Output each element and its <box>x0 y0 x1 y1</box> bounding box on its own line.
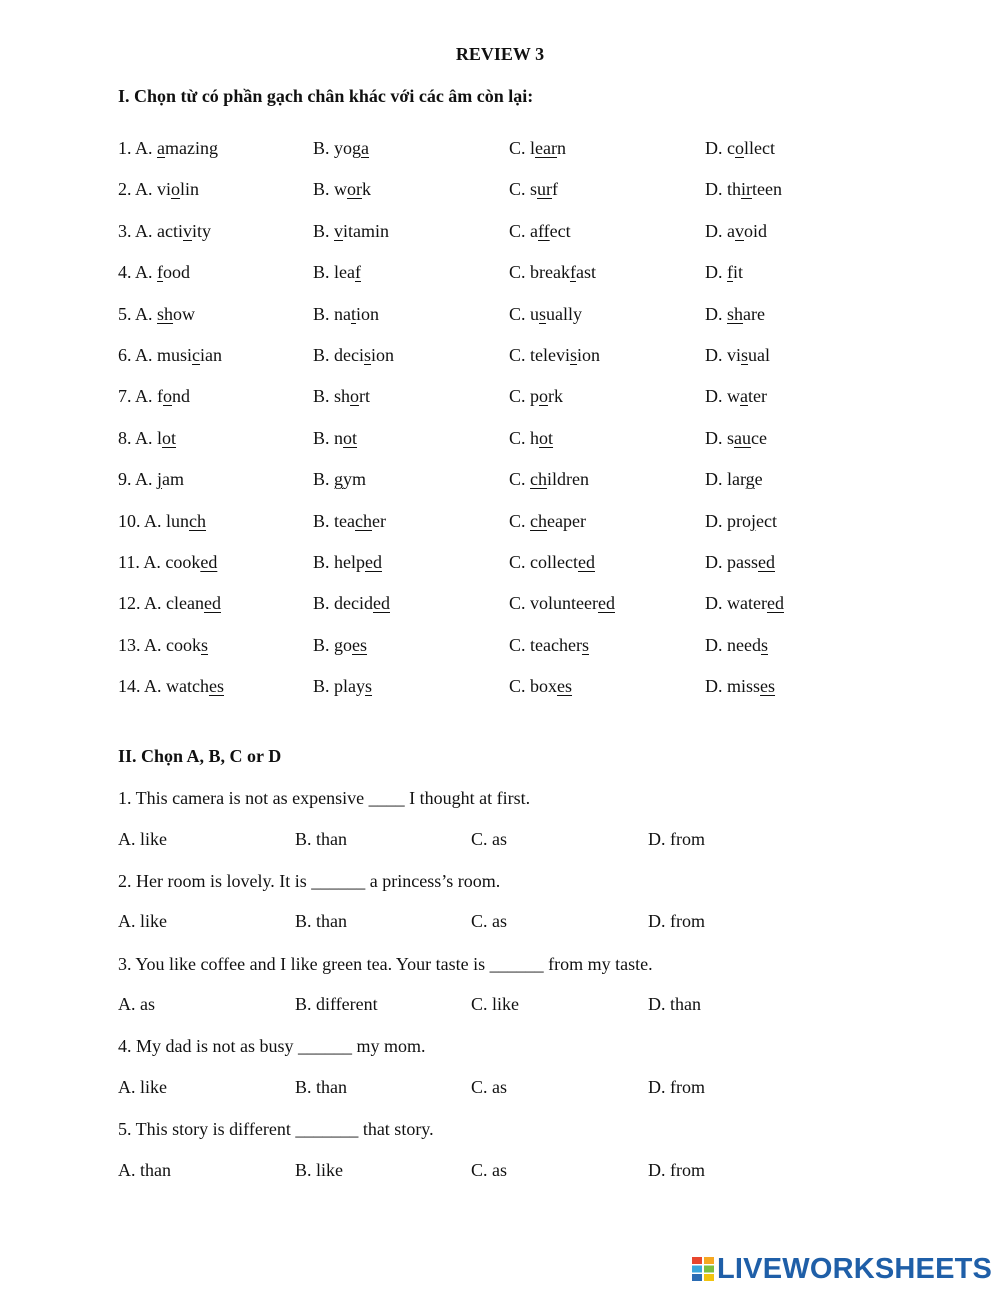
question-row <box>0 386 1000 410</box>
answer-option[interactable]: C. hot <box>509 427 554 448</box>
underlined-part: sh <box>157 303 174 324</box>
question-row <box>0 138 1000 162</box>
answer-option[interactable]: B. nation <box>313 303 380 324</box>
question-stem: 4. My dad is not as busy ______ my mom. <box>118 1036 426 1057</box>
underlined-part: es <box>352 634 368 655</box>
answer-option[interactable]: A. than <box>118 1159 171 1180</box>
answer-option[interactable]: B. vitamin <box>313 220 390 241</box>
answer-option[interactable]: 9. A. jam <box>118 469 185 490</box>
answer-option[interactable]: 6. A. musician <box>118 345 223 365</box>
answer-option[interactable]: B. work <box>313 179 372 200</box>
brand-name: LIVEWORKSHEETS <box>717 1252 993 1285</box>
answer-options <box>0 1077 1000 1101</box>
underlined-part: es <box>557 676 573 697</box>
underlined-part: ch <box>530 510 548 531</box>
underlined-part: g <box>334 469 344 490</box>
answer-option[interactable]: D. thirteen <box>705 179 782 200</box>
underlined-part: s <box>365 676 373 697</box>
answer-option[interactable]: D. than <box>648 994 701 1015</box>
answer-option[interactable]: C. television <box>509 345 601 365</box>
underlined-part: v <box>735 220 744 241</box>
underlined-part: o <box>539 386 549 407</box>
underlined-part: ch <box>530 469 548 490</box>
underlined-part: a <box>361 138 370 158</box>
answer-option[interactable]: B. like <box>295 1159 343 1180</box>
underlined-part: s <box>539 303 547 324</box>
answer-option[interactable]: B. than <box>295 911 347 932</box>
section-1-heading: I. Chọn từ có phần gạch chân khác với các âm còn lại: <box>118 86 534 106</box>
answer-option[interactable]: A. like <box>118 1076 167 1097</box>
question-row <box>0 511 1000 535</box>
underlined-part: ot <box>162 427 177 448</box>
answer-option[interactable]: C. like <box>471 994 519 1015</box>
underlined-part: s <box>760 634 768 655</box>
answer-option[interactable]: D. passed <box>705 552 775 572</box>
underlined-part: o <box>735 138 744 158</box>
answer-option[interactable]: B. decision <box>313 345 395 365</box>
question-row <box>0 552 1000 576</box>
underlined-part: ed <box>373 593 390 614</box>
question-stem: 5. This story is different _______ that story. <box>118 1119 434 1140</box>
answer-option[interactable]: 12. A. cleaned <box>118 593 221 614</box>
underlined-part: j <box>157 469 163 490</box>
answer-options <box>0 911 1000 935</box>
answer-option[interactable]: B. decided <box>313 593 390 614</box>
section-2-heading: II. Chọn A, B, C or D <box>118 746 282 766</box>
answer-option[interactable]: D. needs <box>705 634 768 655</box>
answer-option[interactable]: D. project <box>705 510 777 531</box>
underlined-part: ed <box>365 552 382 572</box>
underlined-part: a <box>157 138 166 158</box>
question-row <box>0 179 1000 203</box>
underlined-part: ed <box>597 593 615 614</box>
answer-option[interactable]: C. learn <box>509 138 566 158</box>
answer-option[interactable]: C. as <box>471 1159 507 1180</box>
answer-option[interactable]: A. as <box>118 994 155 1015</box>
answer-options <box>0 1160 1000 1184</box>
answer-option[interactable]: B. than <box>295 828 347 849</box>
answer-option[interactable]: D. from <box>648 1076 705 1097</box>
underlined-part: ch <box>189 510 207 531</box>
answer-option[interactable]: C. as <box>471 911 507 932</box>
answer-option[interactable]: 14. A. watches <box>118 676 224 697</box>
underlined-part: a <box>740 386 748 407</box>
answer-option[interactable]: D. visual <box>705 345 771 365</box>
answer-option[interactable]: D. large <box>705 469 763 490</box>
answer-option[interactable]: B. short <box>313 386 371 407</box>
question-row <box>0 221 1000 245</box>
underlined-part: ed <box>203 593 221 614</box>
underlined-part: f <box>355 262 361 283</box>
underlined-part: s <box>201 634 209 655</box>
answer-option[interactable]: B. teacher <box>313 510 386 531</box>
underlined-part: g <box>745 469 755 490</box>
answer-option[interactable]: D. from <box>648 828 705 849</box>
answer-option[interactable]: C. as <box>471 1076 507 1097</box>
answer-option[interactable]: D. misses <box>705 676 776 697</box>
underlined-part: j <box>751 510 757 531</box>
answer-option[interactable]: 10. A. lunch <box>118 510 207 531</box>
answer-option[interactable]: 11. A. cooked <box>118 552 218 572</box>
question-stem: 2. Her room is lovely. It is ______ a princess’s room. <box>118 870 501 891</box>
answer-option[interactable]: B. yoga <box>313 138 370 158</box>
underlined-part: f <box>727 262 733 283</box>
answer-option[interactable]: B. different <box>295 994 378 1015</box>
answer-option[interactable]: C. breakfast <box>509 262 596 283</box>
answer-option[interactable]: C. cheaper <box>509 510 586 531</box>
answer-option[interactable]: B. leaf <box>313 262 361 283</box>
answer-option[interactable]: C. volunteered <box>509 593 615 614</box>
underlined-part: ed <box>766 593 784 614</box>
answer-option[interactable]: 13. A. cooks <box>118 634 209 655</box>
question-stem: 3. You like coffee and I like green tea. Your taste is ______ from my taste. <box>118 953 653 974</box>
answer-option[interactable]: 2. A. violin <box>118 179 200 200</box>
question-row <box>0 593 1000 617</box>
underlined-part: or <box>347 179 363 200</box>
underlined-part: o <box>163 386 172 407</box>
answer-option[interactable]: C. boxes <box>509 676 573 697</box>
answer-option[interactable]: B. goes <box>313 634 368 655</box>
page-title: REVIEW 3 <box>455 44 545 64</box>
underlined-part: s <box>581 634 589 655</box>
underlined-part: v <box>334 220 344 241</box>
answer-option[interactable]: D. fit <box>705 262 744 283</box>
answer-option[interactable]: D. water <box>705 386 767 407</box>
answer-option[interactable]: 5. A. show <box>118 303 196 324</box>
underlined-part: ear <box>535 138 557 158</box>
answer-option[interactable]: 4. A. food <box>118 262 191 283</box>
underlined-part: ed <box>200 552 218 572</box>
underlined-part: ff <box>538 220 550 241</box>
underlined-part: f <box>569 262 576 283</box>
answer-option[interactable]: B. plays <box>313 676 373 697</box>
answer-option[interactable]: C. affect <box>509 220 571 241</box>
answer-option[interactable]: C. pork <box>509 386 564 407</box>
underlined-part: v <box>183 220 192 241</box>
answer-option[interactable]: C. collected <box>509 552 595 572</box>
question-row <box>0 304 1000 328</box>
underlined-part: s <box>741 345 749 365</box>
underlined-part: f <box>157 262 164 283</box>
answer-option[interactable]: 1. A. amazing <box>118 138 218 158</box>
underlined-part: c <box>192 345 201 365</box>
question-row <box>0 469 1000 493</box>
underlined-part: ch <box>355 510 372 531</box>
underlined-part: ur <box>537 179 553 200</box>
answer-option[interactable]: D. from <box>648 1159 705 1180</box>
answer-option[interactable]: C. children <box>509 469 590 490</box>
underlined-part: sh <box>727 303 744 324</box>
underlined-part: o <box>350 386 360 407</box>
answer-option[interactable]: D. from <box>648 911 705 932</box>
underlined-part: s <box>364 345 372 365</box>
underlined-part: ir <box>741 179 752 200</box>
answer-option[interactable]: B. gym <box>313 469 367 490</box>
question-row <box>0 345 1000 369</box>
answer-option[interactable]: C. as <box>471 828 507 849</box>
answer-option[interactable]: D. sauce <box>705 427 767 448</box>
answer-option[interactable]: 8. A. lot <box>118 427 177 448</box>
answer-option[interactable]: A. like <box>118 911 167 932</box>
answer-option[interactable]: A. like <box>118 828 167 849</box>
answer-option[interactable]: 7. A. fond <box>118 386 190 407</box>
answer-option[interactable]: D. watered <box>705 593 784 614</box>
answer-option[interactable]: C. usually <box>509 303 583 324</box>
liveworksheets-icon <box>692 1257 714 1281</box>
question-row <box>0 428 1000 452</box>
answer-options <box>0 994 1000 1018</box>
answer-option[interactable]: D. collect <box>705 138 775 158</box>
answer-option[interactable]: B. than <box>295 1076 347 1097</box>
underlined-part: es <box>208 676 224 697</box>
underlined-part: ed <box>758 552 775 572</box>
answer-option[interactable]: B. helped <box>313 552 382 572</box>
answer-options <box>0 829 1000 853</box>
answer-option[interactable]: D. share <box>705 303 765 324</box>
answer-option[interactable]: C. surf <box>509 179 559 200</box>
liveworksheets-logo <box>692 1253 992 1285</box>
underlined-part: es <box>760 676 776 697</box>
question-row <box>0 676 1000 700</box>
underlined-part: s <box>570 345 578 365</box>
answer-option[interactable]: B. not <box>313 427 358 448</box>
answer-option[interactable]: 3. A. activity <box>118 220 212 241</box>
underlined-part: o <box>171 179 181 200</box>
question-row <box>0 262 1000 286</box>
answer-option[interactable]: C. teachers <box>509 634 589 655</box>
underlined-part: ed <box>577 552 595 572</box>
question-stem: 1. This camera is not as expensive ____ I thought at first. <box>118 788 531 808</box>
underlined-part: ot <box>539 427 554 448</box>
underlined-part: ot <box>343 427 358 448</box>
underlined-part: au <box>734 427 752 448</box>
question-row <box>0 635 1000 659</box>
answer-option[interactable]: D. avoid <box>705 220 768 241</box>
underlined-part: t <box>351 303 357 324</box>
